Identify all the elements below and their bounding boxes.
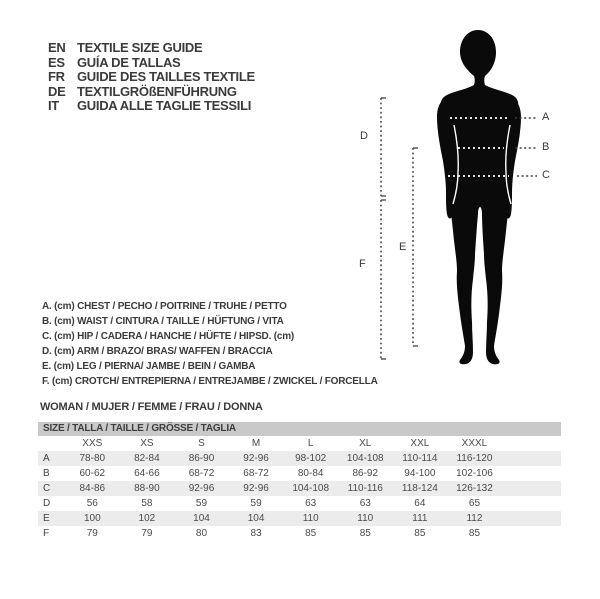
- col-header-l: L: [307, 438, 314, 449]
- language-code: DE: [48, 83, 66, 99]
- leg-measure-ticks: [413, 148, 418, 346]
- row-label: B: [43, 468, 50, 479]
- size-cell: 85: [359, 528, 371, 539]
- measure-label-arm: D: [360, 130, 368, 142]
- language-title: GUIDA ALLE TAGLIE TESSILI: [77, 98, 252, 113]
- size-cell: 104: [193, 513, 210, 524]
- size-cell: 79: [141, 528, 153, 539]
- language-title: TEXTILE SIZE GUIDE: [77, 40, 203, 55]
- size-cell: 94-100: [404, 468, 436, 479]
- row-label: E: [43, 513, 50, 524]
- size-cell: 85: [305, 528, 317, 539]
- size-cell: 104: [247, 513, 265, 524]
- row-label: C: [43, 483, 51, 494]
- measure-label-leg: E: [399, 241, 407, 253]
- size-table: [38, 422, 561, 541]
- language-title-list: [48, 41, 255, 114]
- size-cell: 92-96: [243, 483, 269, 494]
- col-header-xxl: XXL: [410, 438, 430, 449]
- size-cell: 59: [250, 498, 262, 509]
- size-cell: 60-62: [79, 468, 106, 479]
- col-header-xs: XS: [140, 438, 154, 449]
- size-cell: 63: [305, 498, 317, 509]
- size-cell: 100: [83, 513, 101, 524]
- size-cell: 83: [250, 528, 262, 539]
- size-cell: 85: [468, 528, 481, 539]
- size-cell: 68-72: [188, 468, 215, 479]
- language-row: [48, 99, 255, 114]
- row-label: F: [43, 528, 50, 539]
- table-row-c: [38, 481, 561, 496]
- row-label: A: [43, 453, 50, 464]
- legend-item-chest: A. (cm) CHEST / PECHO / POITRINE / TRUHE / PETTO: [42, 301, 287, 312]
- size-cell: 110-114: [402, 453, 438, 464]
- table-row-d: [38, 496, 561, 511]
- measure-label-crotch: F: [359, 258, 366, 270]
- language-row: [48, 41, 255, 56]
- size-columns-row: [38, 436, 561, 451]
- language-code: ES: [48, 54, 65, 70]
- size-cell: 68-72: [243, 468, 269, 479]
- size-cell: 64-66: [134, 468, 160, 479]
- row-label: D: [43, 498, 51, 509]
- legend-item-waist: B. (cm) WAIST / CINTURA / TAILLE / HÜFTUNG / VITA: [42, 316, 284, 327]
- size-cell: 92-96: [188, 483, 215, 494]
- size-cell: 79: [86, 528, 98, 539]
- size-header-label: SIZE / TALLA / TAILLE / GRÖSSE / TAGLIA: [43, 423, 236, 434]
- size-cell: 78-80: [79, 453, 106, 464]
- table-row-a: [38, 451, 561, 466]
- size-cell: 110: [302, 513, 319, 524]
- size-cell: 86-92: [352, 468, 379, 479]
- size-cell: 98-102: [295, 453, 327, 464]
- size-cell: 85: [414, 528, 426, 539]
- col-header-xxs: XXS: [82, 438, 103, 449]
- col-header-xl: XL: [359, 438, 372, 449]
- size-cell: 63: [359, 498, 371, 509]
- size-cell: 84-86: [79, 483, 106, 494]
- size-cell: 111: [412, 513, 428, 524]
- measure-label-hip: C: [542, 169, 550, 181]
- size-cell: 86-90: [188, 453, 215, 464]
- size-cell: 102: [138, 513, 156, 524]
- size-figure: [355, 25, 560, 375]
- gender-title: WOMAN / MUJER / FEMME / FRAU / DONNA: [40, 401, 263, 413]
- size-cell: 65: [468, 498, 481, 509]
- size-cell: 110: [357, 513, 374, 524]
- size-cell: 58: [141, 498, 153, 509]
- col-header-xxxl: XXXL: [461, 438, 488, 449]
- size-cell: 56: [86, 498, 98, 509]
- size-cell: 104-108: [346, 453, 384, 464]
- measurement-legend: [42, 299, 378, 389]
- legend-item-hip: C. (cm) HIP / CADERA / HANCHE / HÜFTE / HIPSD. (cm): [42, 331, 295, 342]
- language-title: TEXTILGRÖßENFÜHRUNG: [77, 83, 237, 99]
- legend-item-crotch: F. (cm) CROTCH/ ENTREPIERNA / ENTREJAMBE / ZWICKEL / FORCELLA: [42, 376, 378, 387]
- measure-label-chest: A: [542, 111, 550, 123]
- size-cell: 102-106: [456, 468, 493, 479]
- size-cell: 80-84: [297, 468, 324, 479]
- language-row: [48, 56, 255, 71]
- size-cell: 80: [195, 528, 208, 539]
- col-header-s: S: [198, 438, 205, 449]
- language-row: [48, 85, 255, 100]
- table-row-e: [38, 511, 561, 526]
- table-row-f: [38, 526, 561, 541]
- size-cell: 116-120: [456, 453, 493, 464]
- measure-label-waist: B: [542, 141, 550, 153]
- size-cell: 110-116: [347, 483, 383, 494]
- size-cell: 64: [414, 498, 426, 509]
- language-code: IT: [48, 98, 59, 113]
- language-title: GUÍA DE TALLAS: [77, 54, 181, 70]
- col-header-m: M: [251, 438, 261, 449]
- size-cell: 88-90: [134, 483, 160, 494]
- legend-item-leg: E. (cm) LEG / PIERNA/ JAMBE / BEIN / GAMBA: [42, 361, 256, 372]
- table-row-b: [38, 466, 561, 481]
- size-table-header-bar: [38, 422, 561, 436]
- language-row: [48, 70, 255, 85]
- size-cell: 92-96: [243, 453, 269, 464]
- size-cell: 112: [466, 513, 483, 524]
- language-code: FR: [48, 69, 65, 84]
- size-cell: 59: [195, 498, 208, 509]
- size-cell: 104-108: [292, 483, 330, 494]
- language-title: GUIDE DES TAILLES TEXTILE: [77, 69, 255, 84]
- size-cell: 118-124: [401, 483, 438, 494]
- size-cell: 126-132: [456, 483, 493, 494]
- woman-silhouette-graphic: [355, 25, 560, 375]
- language-code: EN: [48, 40, 66, 55]
- size-cell: 82-84: [134, 453, 160, 464]
- legend-item-arm: D. (cm) ARM / BRAZO/ BRAS/ WAFFEN / BRACCIA: [42, 346, 273, 357]
